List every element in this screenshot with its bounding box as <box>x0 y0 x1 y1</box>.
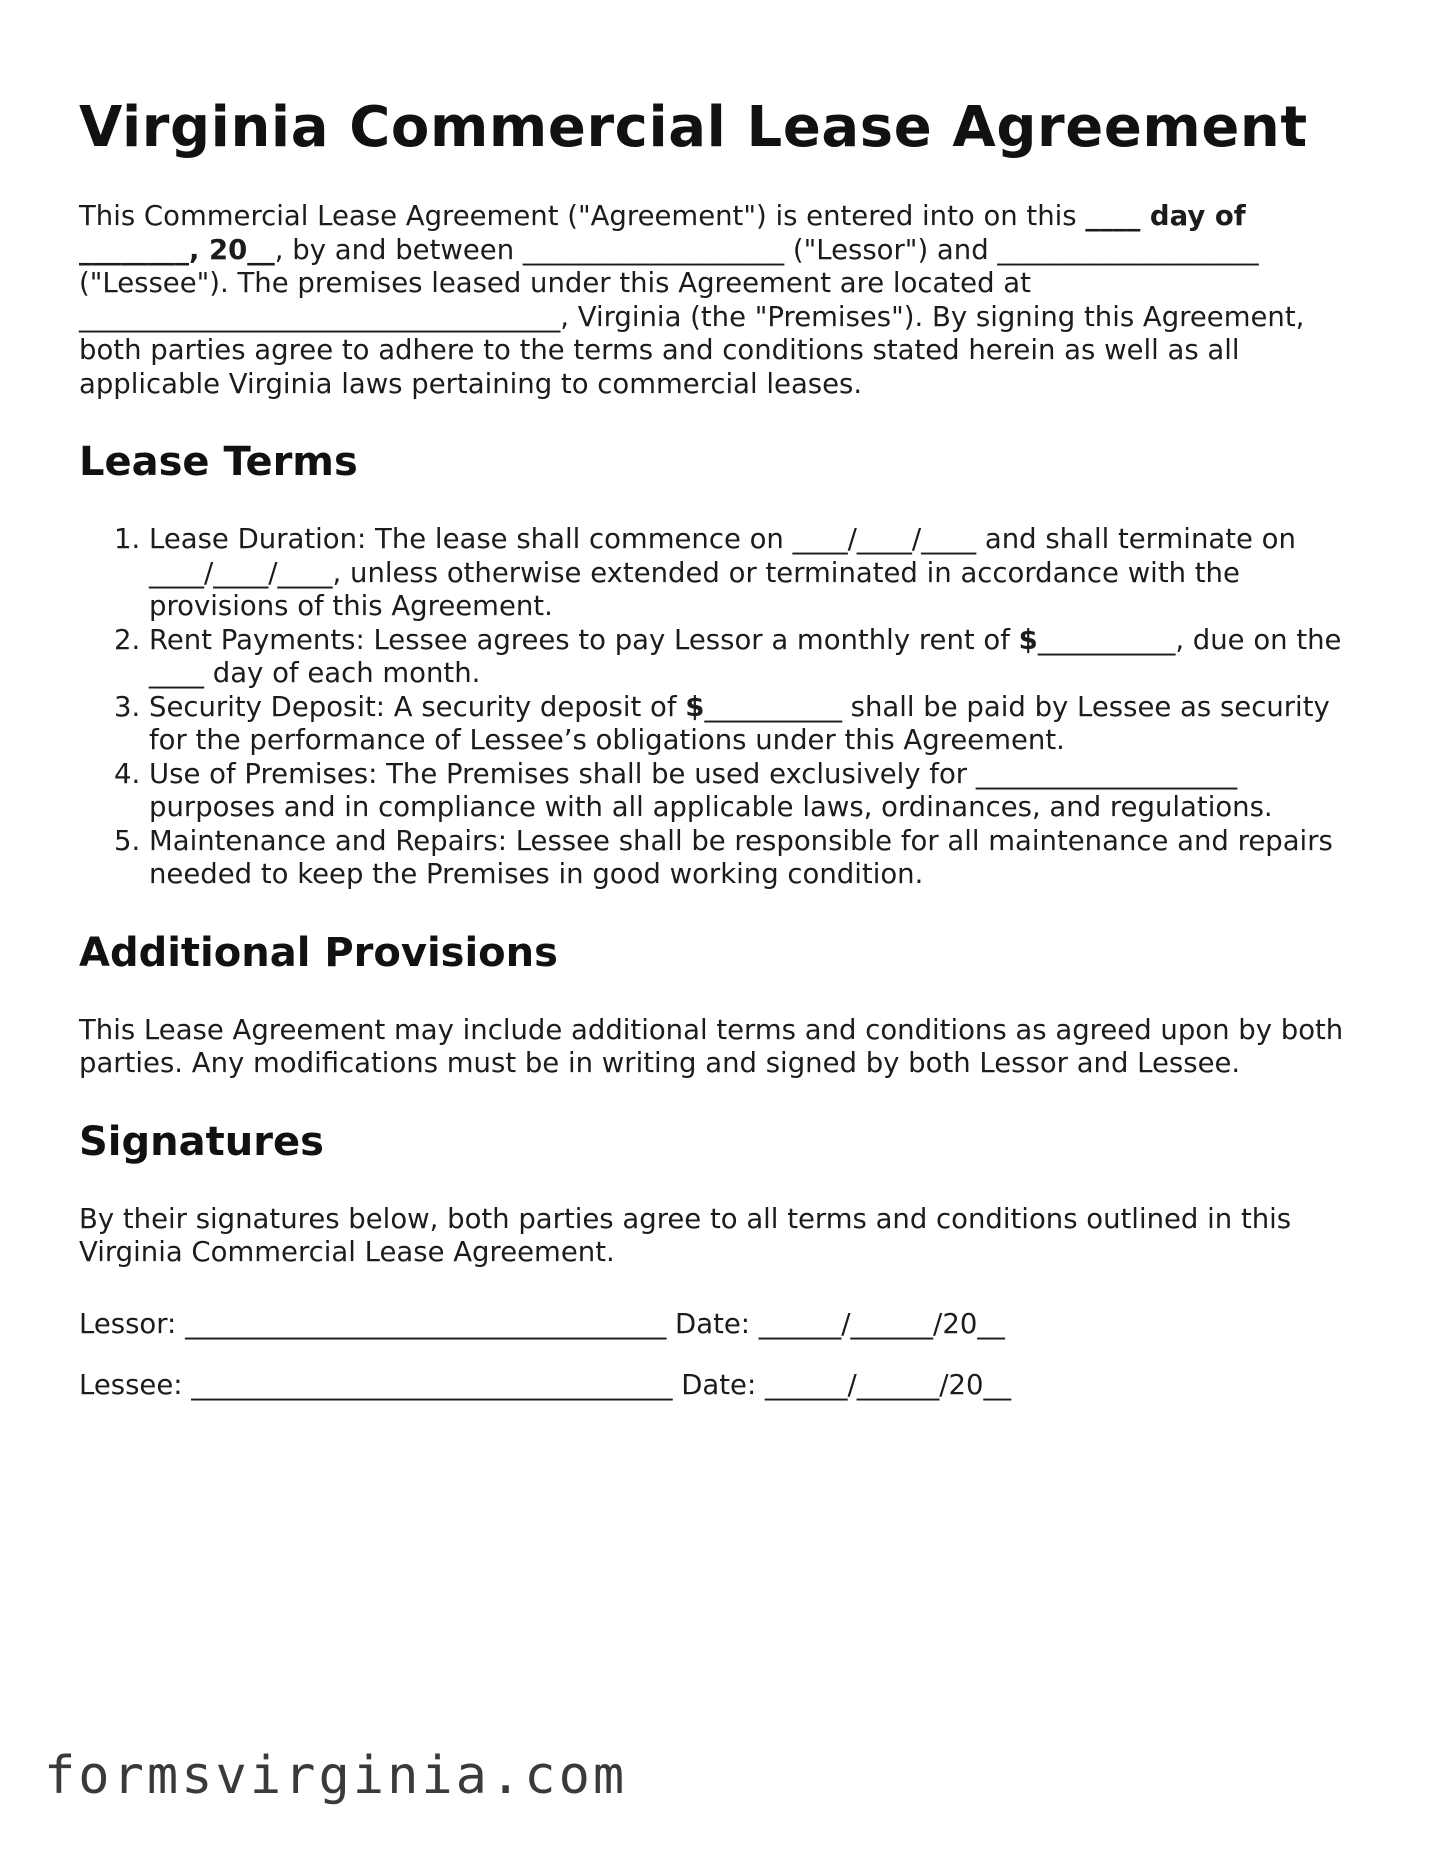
deposit-dollar: $ <box>685 690 705 723</box>
page-title: Virginia Commercial Lease Agreement <box>79 95 1308 160</box>
watermark: formsvirginia.com <box>44 1746 628 1806</box>
intro-paragraph <box>79 200 1359 401</box>
signatures-text: By their signatures below, both parties agree to all terms and conditions outlined in this Virginia Commercial Lease Agreement. <box>79 1202 1292 1268</box>
lessor-signature-line: Lessor: ___________________________________ Date: ______/______/20__ <box>79 1307 1005 1340</box>
maintenance-text: Maintenance and Repairs: Lessee shall be responsible for all maintenance and repairs needed to keep the Premises in good working condition. <box>149 824 1333 890</box>
list-item <box>149 691 1359 758</box>
intro-date-blank: ____ day of ________, 20__ <box>79 200 1246 266</box>
list-item <box>149 523 1359 624</box>
lease-duration-text: Lease Duration: The lease shall commence on ____/____/____ and shall terminate on ____/____/____, unless otherwise extended or terminated in accordance with the provisions of this Agreement. <box>149 523 1296 622</box>
signatures-heading: Signatures <box>79 1118 324 1165</box>
list-item <box>149 624 1359 691</box>
lessee-signature-line: Lessee: ___________________________________ Date: ______/______/20__ <box>79 1369 1012 1401</box>
use-of-premises-text: Use of Premises: The Premises shall be used exclusively for ___________________ purposes and in compliance with all applicable laws, ordinances, and regulations. <box>149 757 1273 823</box>
rent-text-post: __________, due on the ____ day of each month. <box>149 623 1342 689</box>
list-item <box>149 825 1359 892</box>
intro-text-1: This Commercial Lease Agreement ("Agreement") is entered into on this <box>79 200 1086 232</box>
intro-text-2: , by and between ___________________ ("Lessor") and ___________________ ("Lessee"). The premises leased under this Agreement are located at ___________________________________, Virginia (the "Premises"). By signing this Agreement, both parties agree to adhere to the terms and conditions stated herein as well as all applicable Virginia laws pertaining to commercial leases. <box>79 233 1305 400</box>
deposit-text-pre: Security Deposit: A security deposit of <box>149 690 686 723</box>
rent-text-pre: Rent Payments: Lessee agrees to pay Lessor a monthly rent of <box>149 623 1019 656</box>
document-page <box>79 95 1359 1431</box>
deposit-text-post: __________ shall be paid by Lessee as security for the performance of Lessee’s obligations under this Agreement. <box>149 690 1330 756</box>
list-item <box>149 758 1359 825</box>
additional-provisions-heading: Additional Provisions <box>79 929 558 976</box>
additional-provisions-text: This Lease Agreement may include additional terms and conditions as agreed upon by both parties. Any modifications must be in writing and signed by both Lessor and Lessee. <box>79 1013 1344 1079</box>
lease-terms-heading: Lease Terms <box>79 439 358 485</box>
lease-terms-list <box>79 523 1359 892</box>
rent-dollar: $ <box>1018 623 1038 656</box>
